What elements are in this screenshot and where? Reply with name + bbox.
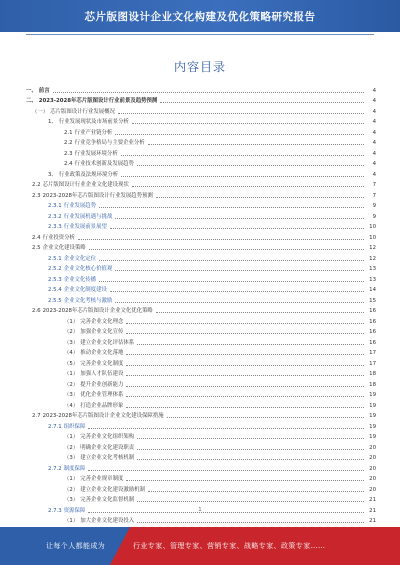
toc-entry-number: 二、 (26, 98, 37, 104)
toc-heading: 内容目录 (173, 60, 226, 74)
toc-entry-title: 组织保障 (63, 423, 86, 430)
toc-entry-number: 2.4 (64, 161, 73, 167)
header-divider (26, 34, 374, 35)
toc-entry-number: 2.5.2 (48, 266, 62, 272)
toc-entry[interactable] (26, 346, 376, 357)
report-header (0, 0, 400, 32)
toc-entry-page: 12 (369, 245, 376, 251)
toc-entry-number: 2.2 (64, 140, 73, 146)
toc-leader-dots (137, 459, 364, 460)
toc-entry-page: 12 (369, 255, 376, 262)
toc-entry-page: 15 (369, 297, 376, 304)
toc-entry-title: 企业文化建设策略 (42, 245, 86, 251)
toc-entry-number: 2.1 (64, 129, 73, 136)
toc-entry-title: 行业发展环境分析 (74, 150, 118, 157)
toc-entry-title: 行业发展趋势 (63, 203, 97, 209)
toc-entry-title: 完善企业文化监督机制 (80, 497, 135, 503)
toc-leader-dots (53, 92, 364, 93)
toc-entry-number: （4） (64, 402, 79, 409)
toc-entry[interactable] (26, 157, 376, 168)
footer-slogan-right: 行业专家、管理专家、营销专家、战略专家、政策专家…… (133, 542, 326, 550)
toc-entry[interactable] (26, 146, 376, 157)
toc-leader-dots (88, 428, 364, 429)
toc-entry[interactable] (26, 241, 376, 252)
toc-entry-title: 推动企业文化落地 (80, 350, 124, 356)
toc-entry[interactable] (26, 356, 376, 367)
toc-entry[interactable] (26, 304, 376, 315)
toc-leader-dots (126, 333, 364, 334)
toc-entry-number: 2.5.1 (48, 255, 62, 262)
toc-leader-dots (137, 165, 364, 166)
toc-entry[interactable] (26, 230, 376, 241)
toc-entry-number: （1） (64, 476, 79, 482)
toc-leader-dots (115, 302, 364, 303)
toc-entry-number: 2.5.5 (48, 297, 62, 304)
toc-leader-dots (118, 113, 364, 114)
toc-entry-number: （5） (64, 360, 79, 367)
toc-entry-number: 2.3.1 (48, 203, 62, 209)
toc-leader-dots (137, 501, 364, 502)
toc-entry[interactable] (26, 188, 376, 199)
toc-entry-title: 前言 (38, 87, 50, 94)
toc-entry-page: 10 (369, 224, 376, 230)
toc-entry-page: 4 (372, 108, 376, 115)
toc-leader-dots (99, 260, 364, 261)
toc-entry-page: 21 (369, 507, 376, 514)
toc-entry-page: 20 (369, 476, 376, 482)
toc-entry-number: （1） (64, 318, 79, 325)
toc-leader-dots (126, 354, 364, 355)
toc-entry-number: 2.7.3 (48, 507, 62, 514)
toc-entry-title: 企业文化传播 (63, 276, 97, 283)
toc-entry-number: 2.7.1 (48, 423, 62, 430)
toc-entry-page: 4 (372, 171, 376, 178)
toc-entry[interactable] (26, 367, 376, 378)
toc-entry-page: 19 (369, 434, 376, 440)
toc-entry-title: 行业产业链分析 (74, 129, 113, 136)
toc-entry-page: 4 (372, 150, 376, 157)
toc-entry-title: 建立企业文化考核机制 (80, 455, 135, 461)
toc-entry-page: 4 (372, 129, 376, 136)
toc-entry-page: 16 (369, 339, 376, 346)
toc-entry-number: 2.7.2 (48, 465, 62, 472)
toc-entry-page: 19 (369, 402, 376, 409)
toc-entry-number: 2.5.4 (48, 287, 62, 293)
toc-entry-title: 完善企业文化组织架构 (80, 434, 135, 440)
toc-entry-number: （3） (64, 455, 79, 461)
table-of-contents (26, 83, 376, 524)
toc-leader-dots (167, 417, 364, 418)
toc-entry-title: 行业政策及法规环境分析 (58, 171, 119, 178)
toc-entry-page: 18 (369, 381, 376, 388)
toc-leader-dots (126, 480, 364, 481)
toc-entry-number: 2.7 (32, 413, 41, 419)
toc-entry[interactable] (26, 125, 376, 136)
page-number: 1 (198, 507, 202, 513)
toc-entry-number: 2.3 (32, 192, 41, 199)
toc-entry-page: 20 (369, 465, 376, 472)
toc-leader-dots (126, 323, 364, 324)
toc-entry-title: 企业文化定位 (63, 255, 97, 262)
toc-leader-dots (121, 176, 364, 177)
toc-entry-title: 2023-2028年芯片版图设计行业前景及趋势预测 (38, 98, 158, 104)
toc-entry-title: 加大企业文化建设投入 (80, 518, 135, 524)
toc-leader-dots (132, 123, 364, 124)
toc-entry[interactable] (26, 283, 376, 294)
toc-entry-page: 4 (372, 119, 376, 125)
toc-entry-page: 9 (372, 203, 376, 209)
toc-leader-dots (148, 144, 364, 145)
toc-entry[interactable] (26, 451, 376, 462)
toc-leader-dots (126, 386, 364, 387)
toc-entry[interactable] (26, 220, 376, 231)
toc-entry-page: 19 (369, 392, 376, 398)
toc-leader-dots (115, 134, 364, 135)
toc-entry-title: 行业竞争格局与主要企业分析 (74, 140, 145, 146)
toc-entry-page: 17 (369, 350, 376, 356)
toc-entry[interactable] (26, 493, 376, 504)
toc-leader-dots (99, 281, 364, 282)
toc-entry[interactable] (26, 430, 376, 441)
toc-entry-page: 16 (369, 329, 376, 335)
footer-banner (0, 527, 400, 565)
toc-leader-dots (121, 155, 364, 156)
toc-entry-page: 7 (372, 182, 376, 188)
toc-entry[interactable] (26, 136, 376, 147)
toc-entry-number: 1、 (48, 119, 57, 125)
toc-entry-number: （3） (64, 497, 79, 503)
toc-entry-title: 加强企业文化宣传 (80, 329, 124, 335)
toc-entry-number: （1） (64, 518, 79, 524)
toc-entry-number: 3、 (48, 171, 57, 178)
toc-entry[interactable] (26, 314, 376, 325)
toc-entry-page: 19 (369, 423, 376, 430)
toc-entry[interactable] (26, 461, 376, 472)
toc-entry-number: 2.6 (32, 308, 41, 314)
toc-entry-number: （1） (64, 371, 79, 377)
toc-entry[interactable] (26, 94, 376, 105)
toc-entry-title: 企业文化制度建设 (63, 287, 107, 293)
toc-entry[interactable] (26, 472, 376, 483)
toc-entry[interactable] (26, 178, 376, 189)
toc-entry-number: （2） (64, 381, 79, 388)
toc-entry-number: 一、 (26, 87, 37, 94)
toc-entry-number: 2.2 (32, 182, 41, 188)
toc-leader-dots (126, 375, 364, 376)
toc-entry-title: 企业文化核心价值观 (63, 266, 113, 272)
toc-leader-dots (137, 449, 364, 450)
toc-entry-title: 行业发展机遇与挑战 (63, 213, 113, 220)
toc-entry[interactable] (26, 335, 376, 346)
toc-entry-title: 芯片版图设计行业发展概况 (50, 108, 115, 115)
toc-entry-title: 打造企业品牌形象 (80, 402, 124, 409)
toc-leader-dots (78, 239, 364, 240)
toc-leader-dots (115, 270, 364, 271)
toc-entry-title: 优化企业管理体系 (80, 392, 124, 398)
toc-entry[interactable] (26, 482, 376, 493)
toc-entry-title: 行业发展前景展望 (63, 224, 107, 230)
toc-entry-page: 16 (369, 318, 376, 325)
toc-entry-number: 2.5 (32, 245, 41, 251)
toc-entry-title: 2023-2028年芯片版图设计企业文化建设保障措施 (42, 413, 164, 419)
toc-leader-dots (88, 470, 364, 471)
toc-leader-dots (137, 344, 364, 345)
toc-entry[interactable] (26, 440, 376, 451)
toc-entry[interactable] (26, 377, 376, 388)
toc-entry-title: 加强人才队伍建设 (80, 371, 124, 377)
toc-entry-title: 完善企业文化制度 (80, 360, 124, 367)
toc-entry-page: 9 (372, 213, 376, 220)
toc-entry-page: 17 (369, 360, 376, 367)
toc-entry[interactable] (26, 409, 376, 420)
toc-entry[interactable] (26, 209, 376, 220)
toc-entry-page: 13 (369, 266, 376, 272)
toc-entry-page: 4 (372, 87, 376, 94)
toc-entry-title: 明确企业文化建设职责 (80, 444, 135, 451)
toc-entry-title: 完善企业文化理念 (80, 318, 124, 325)
toc-entry-number: （2） (64, 444, 79, 451)
toc-leader-dots (115, 218, 364, 219)
toc-leader-dots (160, 102, 364, 103)
toc-entry-number: 2.3.2 (48, 213, 62, 220)
toc-entry[interactable] (26, 104, 376, 115)
toc-entry-page: 20 (369, 486, 376, 493)
toc-entry-title: 提升企业创新能力 (80, 381, 124, 388)
toc-entry-number: （3） (64, 339, 79, 346)
toc-entry-number: 2.4 (32, 234, 41, 241)
toc-entry[interactable] (26, 272, 376, 283)
toc-entry-page: 4 (372, 140, 376, 146)
toc-entry-page: 14 (369, 287, 376, 293)
toc-entry-title: 行业技术创新及发展趋势 (74, 161, 134, 167)
toc-entry-title: 完善企业规章制度 (80, 476, 124, 482)
toc-entry[interactable] (26, 293, 376, 304)
toc-entry[interactable] (26, 325, 376, 336)
toc-entry-number: 2.5.3 (48, 276, 62, 283)
toc-leader-dots (148, 491, 364, 492)
toc-entry-number: （2） (64, 486, 79, 493)
toc-entry-page: 20 (369, 455, 376, 461)
toc-entry[interactable] (26, 388, 376, 399)
toc-entry[interactable] (26, 115, 376, 126)
toc-leader-dots (126, 365, 364, 366)
toc-leader-dots (126, 396, 364, 397)
toc-entry-number: 2.3.3 (48, 224, 62, 230)
toc-entry-title: 建立企业文化评估体系 (80, 339, 135, 346)
toc-leader-dots (110, 228, 364, 229)
toc-entry-number: （2） (64, 329, 79, 335)
toc-entry-title: 行业发展现状及市场前景分析 (58, 119, 129, 125)
toc-entry-number: （1） (64, 434, 79, 440)
toc-entry-page: 4 (372, 161, 376, 167)
toc-entry[interactable] (26, 514, 376, 525)
toc-entry[interactable] (26, 398, 376, 409)
toc-entry[interactable] (26, 251, 376, 262)
toc-entry-title: 2023-2028年芯片版图设计行业发展趋势预测 (42, 192, 153, 199)
toc-entry-page: 10 (369, 234, 376, 241)
toc-entry-number: 2.3 (64, 150, 73, 157)
toc-entry-number: （一） (32, 108, 49, 115)
toc-leader-dots (89, 249, 364, 250)
toc-entry-page: 13 (369, 276, 376, 283)
toc-leader-dots (132, 186, 364, 187)
toc-entry-page: 19 (369, 413, 376, 419)
toc-leader-dots (156, 197, 364, 198)
toc-entry-page: 21 (369, 518, 376, 524)
footer-slogan-left: 让每个人都能成为 (46, 542, 106, 550)
toc-entry-number: （3） (64, 392, 79, 398)
toc-leader-dots (110, 291, 364, 292)
toc-entry-title: 行业投资分析 (42, 234, 75, 241)
toc-entry-page: 20 (369, 444, 376, 451)
toc-entry-page: 7 (372, 192, 376, 199)
toc-entry[interactable] (26, 199, 376, 210)
toc-entry-title: 芯片版图设计行业企业文化建设现状 (42, 182, 129, 188)
toc-entry[interactable] (26, 167, 376, 178)
toc-entry-page: 4 (372, 98, 376, 104)
toc-entry-page: 21 (369, 497, 376, 503)
toc-entry-number: （4） (64, 350, 79, 356)
toc-entry-page: 18 (369, 371, 376, 377)
toc-entry-page: 16 (369, 308, 376, 314)
toc-entry-title: 建立企业文化建设激励机制 (80, 486, 145, 493)
toc-leader-dots (137, 522, 364, 523)
toc-entry[interactable] (26, 83, 376, 94)
toc-entry-title: 2023-2028年芯片版图设计企业文化优化策略 (42, 308, 153, 314)
toc-entry[interactable] (26, 262, 376, 273)
toc-leader-dots (156, 312, 364, 313)
toc-entry[interactable] (26, 419, 376, 430)
toc-leader-dots (126, 407, 364, 408)
toc-leader-dots (137, 438, 364, 439)
toc-entry-title: 企业文化考核与激励 (63, 297, 113, 304)
toc-entry-title: 资源保障 (63, 507, 86, 514)
report-title: 芯片版图设计企业文化构建及优化策略研究报告 (84, 10, 316, 23)
toc-leader-dots (99, 207, 364, 208)
toc-entry-title: 制度保障 (63, 465, 86, 472)
